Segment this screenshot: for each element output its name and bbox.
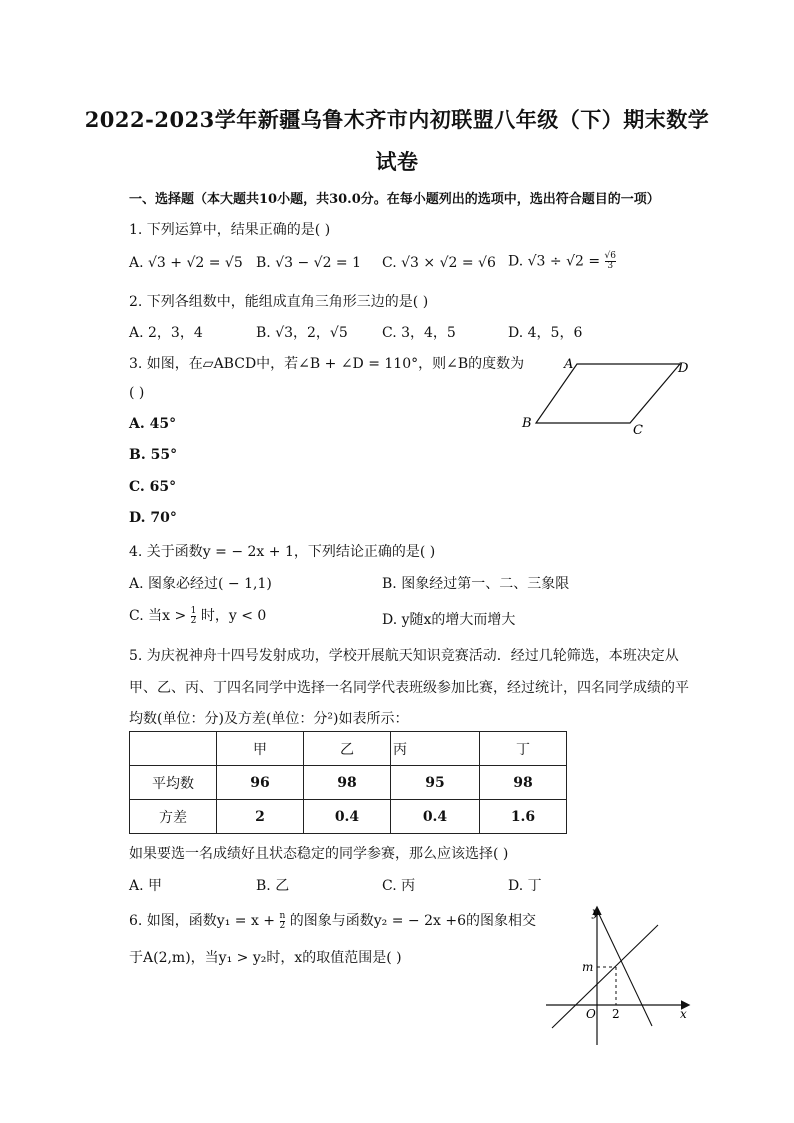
q6-stem-prefix: 6. 如图，函数y₁ = x +	[129, 913, 276, 929]
q3-option-b: B. 55°	[129, 447, 178, 463]
vertex-d-label: D	[678, 361, 689, 376]
q4-option-a: A. 图象必经过( − 1,1)	[129, 576, 272, 592]
table-header-cell: 甲	[217, 732, 304, 766]
q5-line1: 5. 为庆祝神舟十四号发射成功，学校开展航天知识竞赛活动．经过几轮筛选，本班决定从	[129, 648, 679, 664]
q1-option-d-prefix: D. √3 ÷ √2 =	[508, 253, 601, 270]
page-title-line2: 试卷	[375, 149, 419, 174]
table-header-row	[130, 732, 567, 766]
q6-stem	[129, 910, 536, 931]
table-header-cell: 丁	[480, 732, 567, 766]
table-header-cell: 丙	[391, 732, 480, 766]
q4-option-c	[129, 605, 266, 626]
q6-numerator: n	[279, 910, 286, 921]
q1-option-d-fraction	[605, 252, 616, 271]
section-header: 一、选择题（本大题共10小题，共30.0分。在每小题列出的选项中，选出符合题目的一项）	[129, 192, 660, 207]
x-label: x	[680, 1007, 687, 1021]
q2-option-c: C. 3，4，5	[382, 325, 456, 341]
q4-option-c-prefix: C. 当x >	[129, 608, 187, 624]
table-cell: 0.4	[304, 800, 391, 834]
table-cell: 98	[304, 766, 391, 800]
line-y1	[552, 925, 658, 1028]
table-cell: 98	[480, 766, 567, 800]
q1-stem: 1. 下列运算中，结果正确的是( )	[129, 222, 331, 238]
q1-d-numerator: √6	[604, 251, 617, 261]
q2-option-d: D. 4，5，6	[508, 325, 583, 341]
q5-option-d: D. 丁	[508, 878, 542, 894]
q4-option-d: D. y随x的增大而增大	[382, 612, 516, 628]
q6-stem-fraction	[280, 912, 286, 931]
line-y2	[597, 910, 652, 1026]
parallelogram-shape	[536, 364, 680, 423]
q5-line2: 甲、乙、丙、丁四名同学中选择一名同学代表班级参加比赛，经过统计，四名同学成绩的平	[129, 680, 689, 696]
table-row	[130, 800, 567, 834]
q3-stem: 3. 如图，在▱ABCD中，若∠B + ∠D = 110°，则∠B的度数为	[129, 356, 525, 372]
table-cell: 96	[217, 766, 304, 800]
q4-stem: 4. 关于函数y = − 2x + 1，下列结论正确的是( )	[129, 544, 436, 560]
table-header-cell: 乙	[304, 732, 391, 766]
q3-option-c: C. 65°	[129, 479, 177, 495]
q5-after: 如果要选一名成绩好且状态稳定的同学参赛，那么应该选择( )	[129, 846, 509, 862]
table-cell: 平均数	[130, 766, 217, 800]
table-cell: 方差	[130, 800, 217, 834]
q1-option-a: A. √3 + √2 = √5	[129, 255, 243, 271]
q1-d-denominator: 3	[607, 261, 614, 271]
q2-option-b: B. √3，2，√5	[256, 325, 348, 341]
q6-graph-figure	[540, 900, 700, 1050]
m-label: m	[582, 960, 594, 974]
vertex-b-label: B	[522, 416, 532, 431]
table-header-cell	[130, 732, 217, 766]
vertex-c-label: C	[633, 423, 643, 438]
page-title-line1: 2022-2023学年新疆乌鲁木齐市内初联盟八年级（下）期末数学	[84, 107, 710, 132]
q2-option-a: A. 2，3，4	[129, 325, 203, 341]
q2-stem: 2. 下列各组数中，能组成直角三角形三边的是( )	[129, 294, 429, 310]
q4-option-c-fraction	[191, 607, 197, 626]
q6-stem-suffix: 的图象与函数y₂ = − 2x +6的图象相交	[289, 913, 536, 929]
q3-option-a: A. 45°	[129, 416, 177, 432]
vertex-a-label: A	[564, 357, 574, 372]
table-cell: 1.6	[480, 800, 567, 834]
q5-option-b: B. 乙	[256, 878, 290, 894]
table-cell: 0.4	[391, 800, 480, 834]
table-row	[130, 766, 567, 800]
q3-option-d: D. 70°	[129, 510, 177, 526]
q6-denominator: 2	[279, 920, 286, 931]
q4-option-c-suffix: 时，y < 0	[200, 608, 267, 624]
table-cell: 2	[217, 800, 304, 834]
q3-paren: ( )	[129, 385, 145, 401]
q1-option-d	[508, 252, 616, 271]
q5-option-c: C. 丙	[382, 878, 416, 894]
tick-2-label: 2	[612, 1007, 620, 1021]
q4-c-denominator: 2	[190, 615, 197, 626]
q5-stats-table	[129, 731, 567, 834]
q3-parallelogram-figure	[515, 350, 695, 440]
q5-option-a: A. 甲	[129, 878, 163, 894]
y-label: y	[592, 905, 599, 919]
q4-c-numerator: 1	[190, 605, 197, 616]
q6-line2: 于A(2,m)，当y₁ > y₂时，x的取值范围是( )	[129, 950, 402, 966]
q4-option-b: B. 图象经过第一、二、三象限	[382, 576, 570, 592]
table-cell: 95	[391, 766, 480, 800]
q1-option-c: C. √3 × √2 = √6	[382, 255, 496, 271]
origin-label: O	[586, 1007, 596, 1021]
q5-line3: 均数(单位：分)及方差(单位：分²)如表所示：	[129, 711, 409, 727]
q1-option-b: B. √3 − √2 = 1	[256, 255, 362, 271]
